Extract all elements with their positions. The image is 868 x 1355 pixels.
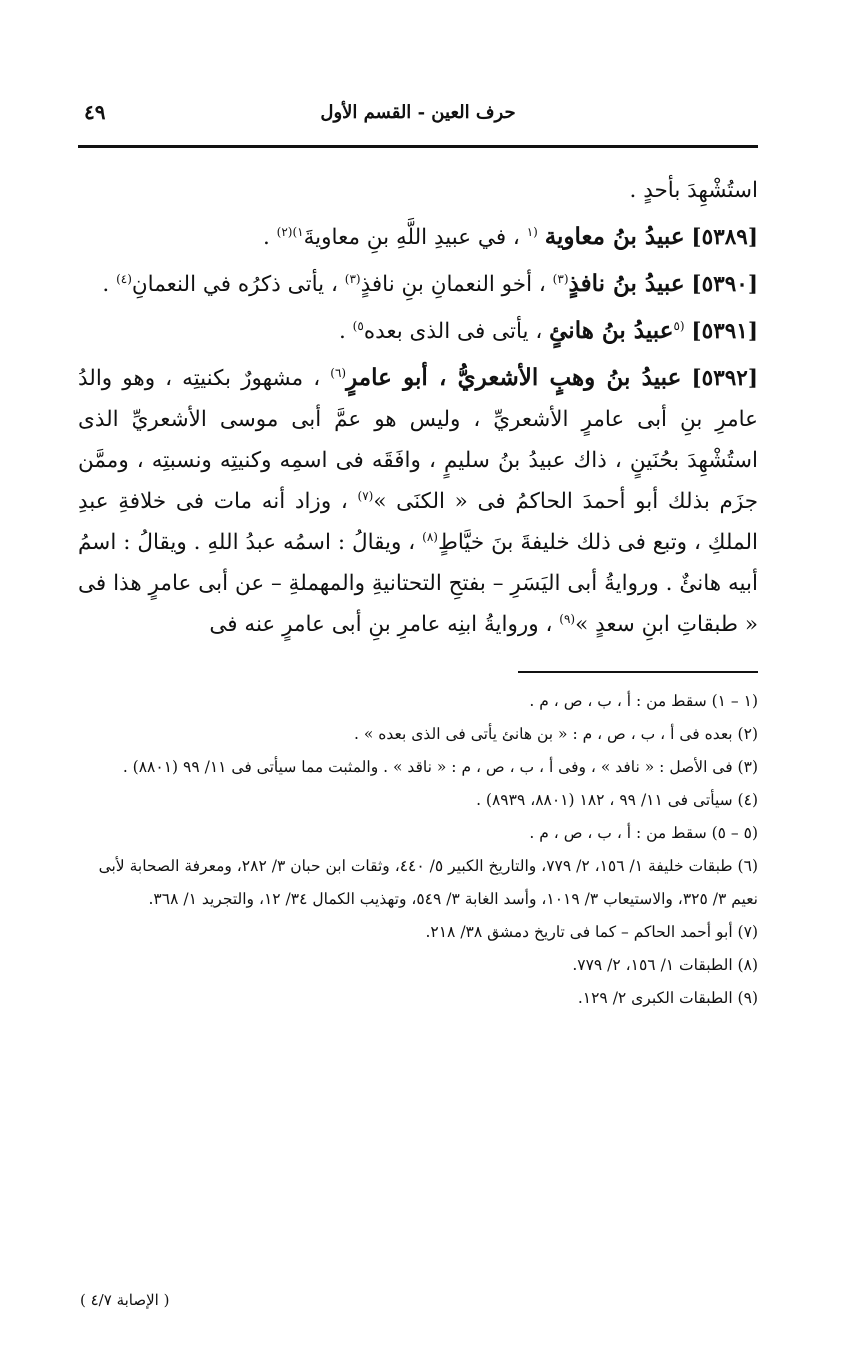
footnotes [78, 685, 758, 1015]
paragraph [78, 170, 758, 211]
entry-number: [٥٣٩٢] [691, 366, 759, 391]
footnote: (٦) طبقات خليفة ١/ ١٥٦، ٢/ ٧٧٩، والتاريخ الكبير ٥/ ٤٤٠، وثقات ابن حبان ٣/ ٢٨٢، ومعرفة الصحابة لأبى نعيم ٣/ ٣٢٥، والاستيعاب ٣/ ١٠١٩، وأسد الغابة ٣/ ٥٤٩، وتهذيب الكمال ٣٤/ ١٢، والتجريد ١/ ٣٦٨. [98, 857, 758, 908]
main-text [78, 170, 758, 645]
text-segment: . [102, 272, 110, 297]
footnote: (٩) الطبقات الكبرى ٢/ ١٢٩. [577, 989, 758, 1007]
page-header [78, 96, 758, 132]
text-segment: . [338, 319, 346, 344]
text-segment: ، مشهورٌ بكنيتِه ، وهو والدُ عامرِ بنِ أبى عامرٍ الأشعريِّ ، وليس هو عمَّ أبى موسى الأشعريِّ الذى استُشْهِدَ بحُنَينٍ ، ذاك عبيدُ بنُ سليمٍ ، وافَقَه فى اسمِه وكنيتِه ونسبتِه ، وممَّن جزَم بذلك أبو أحمدَ الحاكمُ فى « الكنَى » [78, 366, 758, 514]
text-segment: ، في عبيدِ اللَّهِ بنِ معاويةَ [303, 225, 520, 250]
text-segment: ، يأتى فى الذى بعده [363, 319, 543, 344]
footnote-marker: (٩) [559, 611, 576, 626]
entry-name: عبيدُ بنُ معاوية [544, 223, 685, 250]
entry-name: عبيدُ بنُ وهبٍ الأشعريُّ ، أبو عامرٍ [346, 364, 682, 391]
footnote: (٨) الطبقات ١/ ١٥٦، ٢/ ٧٧٩. [572, 956, 758, 974]
footnote: (٤) سيأتى فى ١١/ ٩٩ ، ١٨٢ (٨٨٠١، ٨٩٣٩) . [476, 791, 758, 809]
footnote-marker: (٣) [552, 271, 569, 286]
footnote-marker: ٥) [352, 318, 364, 333]
page-number: ٤٩ [84, 100, 106, 124]
footnote-marker: (٣) [344, 271, 361, 286]
text-segment: ، يأتى ذكرُه في النعمانِ [131, 272, 338, 297]
footnote-marker: (٧) [357, 488, 374, 503]
footnote: (٧) أبو أحمد الحاكم – كما فى تاريخ دمشق ٣٨/ ٢١٨. [425, 923, 758, 941]
entry-5391 [78, 310, 758, 352]
entry-name: عبيدُ بنُ هانئٍ [549, 317, 674, 344]
footnote-marker: (٦) [330, 365, 347, 380]
entry-name: عبيدُ بنُ نافذٍ [568, 270, 685, 297]
text-segment: استُشْهِدَ بأحدٍ . [629, 178, 758, 203]
footnote-marker: ١)(٢) [276, 224, 304, 239]
text-segment: ، وروايةُ ابنِه عامرِ بنِ أبى عامرٍ عنه فى [209, 612, 553, 637]
entry-5389 [78, 216, 758, 258]
footnote: (٢) بعده فى أ ، ب ، ص ، م : « بن هانئ يأتى فى الذى بعده » . [354, 725, 758, 743]
book-page [78, 96, 758, 1015]
text-segment: ، أخو النعمانِ بنِ نافذٍ [360, 272, 546, 297]
text-segment: ، وزاد أنه مات فى خلافةِ عبدِ الملكِ ، وتبع فى ذلك خليفةَ بنَ خيَّاطٍ [78, 489, 758, 555]
entry-number: [٥٣٨٩] [691, 225, 758, 250]
entry-number: [٥٣٩١] [691, 319, 758, 344]
footnote: (٣) فى الأصل : « نافد » ، وفى أ ، ب ، ص ، م : « ناقد » . والمثبت مما سيأتى فى ١١/ ٩٩ (٨٨٠١) . [122, 758, 758, 776]
footnote-marker: (١ [526, 224, 538, 239]
footnote-marker: (٨) [422, 529, 438, 544]
footnote: (٥ – ٥) سقط من : أ ، ب ، ص ، م . [529, 824, 758, 842]
footnote-marker: (٤) [116, 271, 132, 286]
footnote: (١ – ١) سقط من : أ ، ب ، ص ، م . [529, 692, 758, 710]
footnote-marker: (٥ [673, 318, 685, 333]
header-rule [78, 145, 758, 148]
entry-5392 [78, 357, 758, 645]
text-segment: . [262, 225, 270, 250]
footnote-rule [518, 671, 758, 673]
text-segment: ، ويقالُ : اسمُه عبدُ اللهِ . ويقالُ : اسمُ أبيه هانئٌ . وروايةُ أبى اليَسَرِ – بفتحِ التحتانيةِ والمهملةِ – عن أبى عامرٍ هذا فى « طبقاتِ ابنِ سعدٍ » [78, 530, 758, 637]
entry-5390 [78, 263, 758, 305]
running-title: حرف العين - القسم الأول [320, 102, 516, 123]
signature-mark: ( الإصابة ٤/٧ ) [80, 1291, 170, 1309]
entry-number: [٥٣٩٠] [691, 272, 758, 297]
